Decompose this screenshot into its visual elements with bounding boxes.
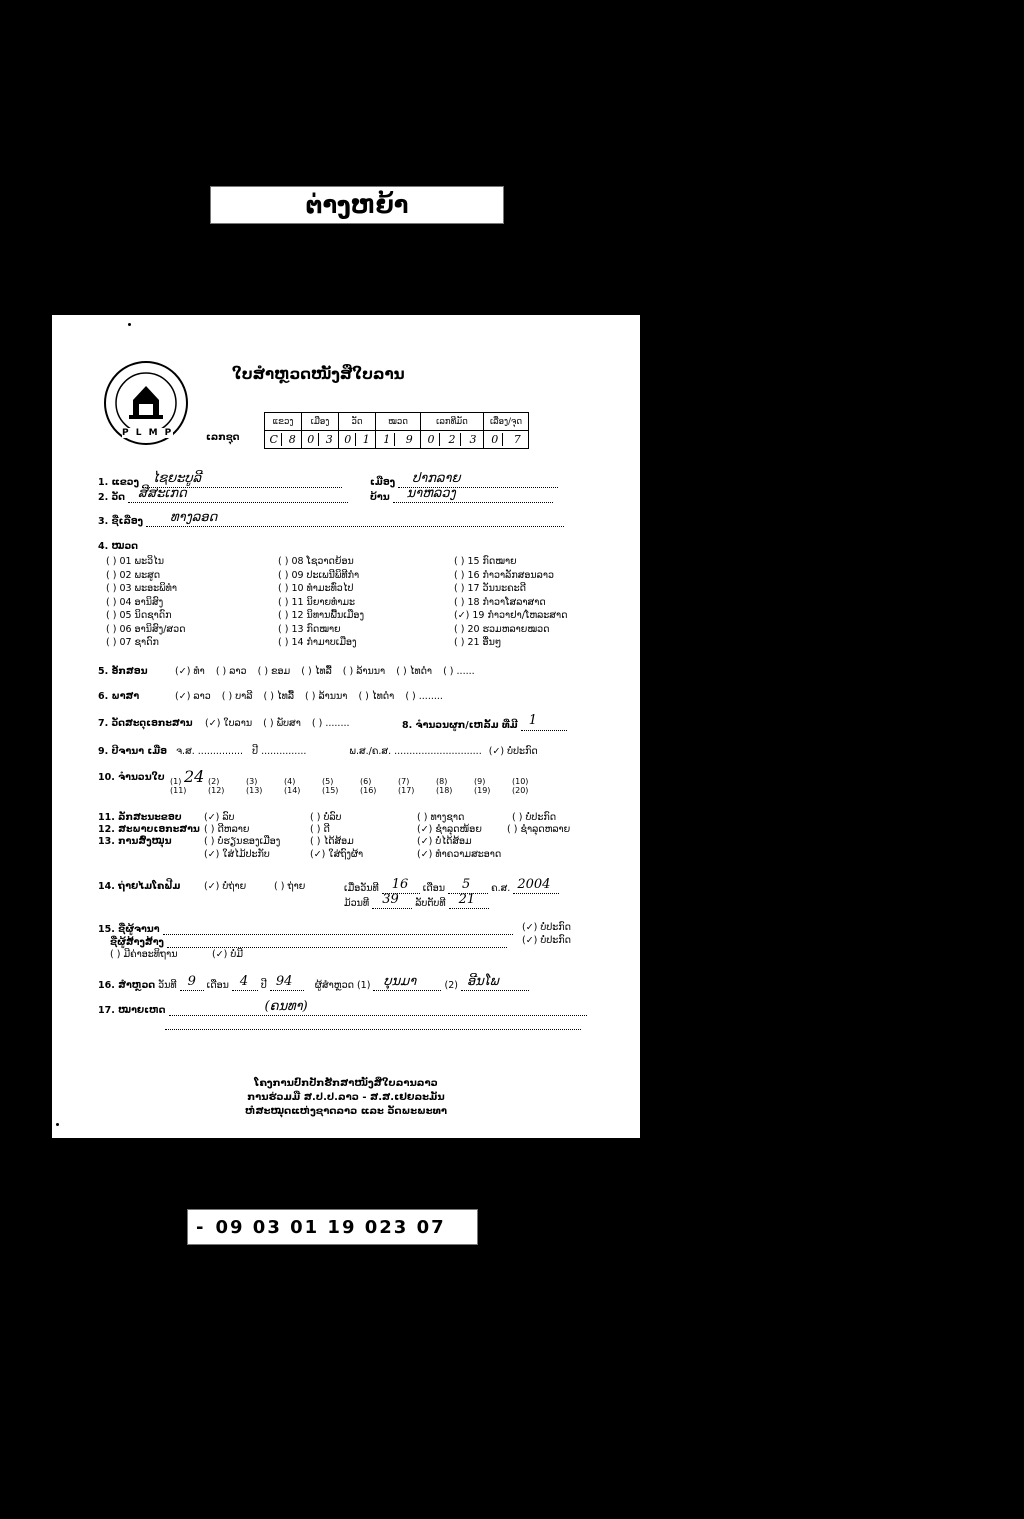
dedication-option[interactable]: ( ) ມີຄ່າອະທິຖານ: [110, 949, 178, 960]
preservation-option[interactable]: (✓) ໃສ່ໄມ້ປະກັບ: [204, 849, 270, 860]
leaf-index: (4): [284, 777, 296, 786]
q16-surveyor2-label: (2): [444, 980, 458, 991]
category-option[interactable]: ( ) 11 ນິຍາຍທຳມະ: [278, 596, 356, 608]
q2-village-row: [370, 486, 553, 503]
leaf-index: (13): [246, 786, 263, 795]
q16-surveyor1: ບຸນມາ: [383, 974, 417, 989]
category-option[interactable]: (✓) 19 ກຳວາຢາ/ໂຫລະສາດ: [454, 610, 568, 621]
condition-option[interactable]: ( ) ດີຫລາຍ: [204, 824, 250, 835]
category-column-1: [106, 555, 266, 650]
q16-year-label: ປີ: [260, 980, 267, 991]
edge-option[interactable]: ( ) ບໍ່ປະກົດ: [512, 812, 557, 823]
q14-year-label: ຄ.ສ.: [491, 883, 511, 894]
category-option[interactable]: ( ) 09 ປະເພນີພິທີກຳ: [278, 569, 360, 581]
code-header: ເມືອງ: [302, 413, 339, 431]
category-option[interactable]: ( ) 13 ກົດໝາຍ: [278, 623, 341, 635]
edge-option[interactable]: ( ) ທາງຊາດ: [417, 812, 465, 823]
code-digit: 0: [340, 433, 356, 446]
q15-row: [98, 922, 513, 935]
language-option[interactable]: ( ) ລ້ານນາ: [305, 691, 348, 702]
q7-row: [98, 718, 350, 729]
bottom-label-strip: [187, 1209, 478, 1245]
category-option[interactable]: ( ) 14 ກຳມາບເມືອງ: [278, 637, 357, 648]
code-digit: 0: [424, 433, 440, 446]
q9-unknown[interactable]: (✓) ບໍ່ປະກົດ: [488, 746, 538, 757]
q1-city-label: ເມືອງ: [370, 477, 396, 488]
preservation-option[interactable]: (✓) ທຳຄວາມສະອາດ: [417, 849, 502, 860]
q15b-row: [110, 935, 507, 948]
category-option[interactable]: ( ) 07 ຊາດົກ: [106, 637, 159, 648]
q13-label: 13. ການສົ່ງໝຸນ: [98, 836, 172, 847]
form-title: ໃບສຳຫຼວດໜັງສືໃບລານ: [232, 365, 405, 383]
q14-roll-label: ມ້ວນທີ: [344, 898, 370, 909]
code-digit: 1: [362, 433, 370, 446]
q6-row: [98, 691, 443, 702]
leaf-index: (6): [360, 777, 372, 786]
q14-date-row: [344, 877, 559, 894]
q3-value: ທາງລອດ: [170, 510, 218, 525]
leaf-index: (18): [436, 786, 453, 795]
material-option[interactable]: ( ) ພັບສາ: [263, 718, 301, 729]
q16-year: 94: [275, 974, 293, 989]
condition-option[interactable]: ( ) ຊຳລຸດຫລາຍ: [507, 824, 571, 835]
code-digit: 8: [288, 433, 296, 446]
leaf-index: (5): [322, 777, 334, 786]
q16-day-label: ວັນທີ: [158, 980, 177, 991]
script-option[interactable]: ( ) ໄທດຳ: [396, 666, 433, 677]
footer-line: ໂຄງການປົກປັກຮັກສາໜັງສືໃບລານລາວ: [254, 1078, 438, 1089]
category-option[interactable]: ( ) 20 ຮວມຫລາຍໝວດ: [454, 623, 550, 635]
leaf-index: (15): [322, 786, 339, 795]
code-digit: C: [266, 433, 282, 446]
q14-month-label: ເດືອນ: [422, 883, 445, 894]
language-option[interactable]: (✓) ລາວ: [175, 691, 211, 702]
code-header: ເລື່ອງ/ຈຸດ: [484, 413, 529, 431]
leaf-index: (14): [284, 786, 301, 795]
q5-label: 5. ອັກສອນ: [98, 666, 148, 677]
script-option[interactable]: ( ) ໄທລື້: [301, 666, 332, 677]
q17-value: (ຄນທາ): [264, 999, 308, 1014]
strip-dash: -: [196, 1216, 206, 1238]
category-option[interactable]: ( ) 17 ວັນນະຄະດີ: [454, 583, 526, 594]
q4-label: 4. ໝວດ: [98, 541, 138, 552]
q16-day: 9: [187, 974, 196, 989]
category-column-2: [278, 555, 448, 650]
q16-month: 4: [239, 974, 249, 989]
code-label: ເລກຊຸດ: [206, 432, 240, 443]
leaf-count-value: 24: [184, 767, 205, 786]
preservation-option[interactable]: (✓) ໃສ່ຖົງຜ້າ: [310, 849, 364, 860]
code-digit: 7: [513, 433, 521, 446]
q9-year: ປີ ...............: [252, 746, 307, 757]
script-option[interactable]: ( ) ລາວ: [215, 666, 247, 677]
q2-value: ສີສະເກດ: [138, 486, 187, 501]
q1-row: [98, 471, 342, 488]
preservation-option[interactable]: ( ) ບໍ່ຮຽນຂອງເມືອງ: [204, 836, 281, 847]
q16-row: [98, 974, 529, 991]
language-option[interactable]: ( ) ໄທລື້: [263, 691, 294, 702]
q10-label: 10. ຈຳນວນໃບ: [98, 772, 165, 783]
q16-surveyor-label: ຜູ້ສຳຫຼວດ (1): [314, 980, 371, 991]
code-header: ເລກທີມັດ: [421, 413, 484, 431]
seal-letters: P L M P: [122, 428, 174, 438]
q2-label: 2. ວັດ: [98, 492, 126, 503]
code-table: [264, 412, 529, 449]
material-option[interactable]: ( ) ........: [311, 718, 350, 729]
category-option[interactable]: ( ) 08 ໂຊວາດຍ້ອນ: [278, 556, 354, 567]
condition-option[interactable]: (✓) ຊຳລຸດໜ້ອຍ: [417, 824, 482, 835]
code-digit: 2: [445, 433, 461, 446]
code-digit: 9: [405, 433, 413, 446]
edge-option[interactable]: (✓) ລົບ: [204, 812, 235, 823]
microfilm-option[interactable]: ( ) ຖ່າຍ: [274, 881, 306, 892]
bottom-label-text: 09 03 01 19 023 07: [215, 1216, 446, 1238]
q1-city-value: ປາກລາຍ: [412, 471, 461, 486]
q14-date-label: ເມື່ອວັນທີ: [344, 883, 379, 894]
top-label-strip: [210, 186, 504, 224]
leaf-index: (8): [436, 777, 448, 786]
language-option[interactable]: ( ) ບາລີ: [221, 691, 253, 702]
q11-label: 11. ລັກສະນະຂອບ: [98, 812, 182, 823]
top-label-text: ຕ່າງຫຍ້າ: [305, 191, 409, 219]
q15b-label: ຊື່ຜູ້ສ້າງສ້າງ: [110, 937, 164, 948]
category-option[interactable]: ( ) 15 ກົດໝາຍ: [454, 556, 517, 567]
leaf-index: (2): [208, 777, 220, 786]
leaf-index: (9): [474, 777, 486, 786]
q6-label: 6. ພາສາ: [98, 691, 140, 702]
q16-surveyor2: ອີນໂພ: [467, 974, 499, 989]
q9-row: [98, 746, 538, 757]
script-option[interactable]: ( ) ລ້ານນາ: [342, 666, 386, 677]
category-option[interactable]: ( ) 12 ນິທານພື້ນເມືອງ: [278, 610, 365, 621]
q5-row: [98, 666, 475, 677]
leaf-index: (17): [398, 786, 415, 795]
code-header: ແຂວງ: [265, 413, 302, 431]
code-digit: 1: [379, 433, 395, 446]
category-column-3: [454, 555, 604, 650]
q17-label: 17. ໝາຍເຫດ: [98, 1005, 166, 1016]
q8-value: 1: [528, 713, 538, 728]
condition-option[interactable]: ( ) ດີ: [310, 824, 330, 835]
leaf-index: (3): [246, 777, 258, 786]
leaf-index: (7): [398, 777, 410, 786]
q1-value: ໄຊຍະບູລີ: [152, 471, 202, 486]
q3-label: 3. ຊື່ເລື່ອງ: [98, 516, 144, 527]
leaf-index: (12): [208, 786, 225, 795]
form-footer: [52, 1077, 640, 1119]
category-option[interactable]: ( ) 03 ພະອະພິທຳ: [106, 583, 177, 594]
code-header: ວັດ: [339, 413, 376, 431]
category-option[interactable]: ( ) 04 ອານິສົງ: [106, 596, 164, 608]
q9-label: 9. ປີຈານາ ເມື່ອ: [98, 746, 168, 757]
category-option[interactable]: ( ) 18 ກຳວາໂສລາສາດ: [454, 596, 546, 608]
material-option[interactable]: (✓) ໃບລານ: [205, 718, 253, 729]
category-option[interactable]: ( ) 05 ນິດຊາດົກ: [106, 610, 172, 621]
category-option[interactable]: ( ) 06 ອານິສົງ/ສວດ: [106, 623, 186, 635]
q9-be: ພ.ສ./ຄ.ສ. .............................: [349, 746, 482, 757]
q7-label: 7. ວັດສະດຸເອກະສານ: [98, 718, 193, 729]
survey-form-sheet: [52, 315, 640, 1138]
category-option[interactable]: ( ) 10 ທຳມະທົ່ວໄປ: [278, 583, 354, 594]
preservation-option[interactable]: ( ) ໄດ້ສ້ອມ: [310, 836, 354, 847]
dedication-option[interactable]: (✓) ບໍ່ມີ: [212, 949, 243, 960]
code-digit: 3: [325, 433, 333, 446]
q14-year: 2004: [517, 877, 551, 892]
q14-roll: 39: [382, 892, 399, 907]
q15-label: 15. ຊື່ຜູ້ຈານາ: [98, 924, 160, 935]
code-digit: 0: [487, 433, 503, 446]
preservation-option[interactable]: (✓) ບໍ່ໄດ້ສ້ອມ: [417, 836, 472, 847]
q2-village-label: ບ້ານ: [370, 492, 390, 503]
category-option[interactable]: ( ) 21 ອື່ນໆ: [454, 637, 502, 648]
q14-frame-label: ລັບຕັບທີ: [415, 898, 446, 909]
script-option[interactable]: ( ) ......: [443, 666, 475, 677]
code-digit: 0: [303, 433, 319, 446]
q1-label: 1. ແຂວງ: [98, 477, 139, 488]
q14-roll-row: [344, 892, 489, 909]
code-header: ໝວດ: [376, 413, 421, 431]
language-option[interactable]: ( ) ໄທດຳ: [358, 691, 395, 702]
language-option[interactable]: ( ) ........: [405, 691, 443, 702]
script-option[interactable]: (✓) ທຳ: [175, 666, 205, 677]
q16-label: 16. ສຳຫຼວດ: [98, 980, 156, 991]
category-option[interactable]: ( ) 01 ພະວິໄນ: [106, 556, 165, 567]
q2-village-value: ນາຫລວງ: [406, 486, 456, 501]
q1-city-row: [370, 471, 558, 488]
q3-row: [98, 510, 564, 527]
q2-row: [98, 486, 348, 503]
footer-line: ຫໍສະໝຸດແຫ່ງຊາດລາວ ແລະ ວັດພະພະທາ: [245, 1106, 447, 1117]
q12-label: 12. ສະພາບເອກະສານ: [98, 824, 200, 835]
q17-extra-line: [165, 1017, 581, 1030]
leaf-index: (10): [512, 777, 529, 786]
q8-label: 8. ຈຳນວນຜູກ/ເຫລັ້ມ ທີ່ມີ: [402, 720, 518, 731]
q17-row: [98, 999, 587, 1016]
category-option[interactable]: ( ) 16 ກຳວາລັກສອນລາວ: [454, 569, 554, 581]
category-option[interactable]: ( ) 02 ພະສູດ: [106, 569, 161, 581]
q14-label: 14. ຖ່າຍໄມໂຄຟີມ: [98, 881, 181, 892]
footer-line: ການຮ່ວມມື ສ.ປ.ປ.ລາວ - ສ.ສ.ເຢຍລະມັນ: [247, 1092, 445, 1103]
microfilm-option[interactable]: (✓) ບໍ່ຖ່າຍ: [204, 881, 247, 892]
code-digit: 3: [469, 433, 477, 446]
q14-day: 16: [391, 877, 409, 892]
leaf-index: (19): [474, 786, 491, 795]
q16-month-label: ເດືອນ: [206, 980, 229, 991]
leaf-index: (1): [170, 777, 182, 786]
leaf-index: (16): [360, 786, 377, 795]
q10-grid: [170, 767, 550, 795]
q8-row: [402, 713, 567, 731]
edge-option[interactable]: ( ) ບໍ່ລົບ: [310, 812, 342, 823]
q15b-unknown[interactable]: (✓) ບໍ່ປະກົດ: [522, 935, 572, 946]
q15-unknown[interactable]: (✓) ບໍ່ປະກົດ: [522, 922, 572, 933]
leaf-index: (20): [512, 786, 529, 795]
script-option[interactable]: ( ) ຂອມ: [257, 666, 291, 677]
q14-month: 5: [462, 877, 471, 892]
q9-js: ຈ.ສ. ...............: [176, 746, 244, 757]
q14-frame: 21: [458, 892, 476, 907]
leaf-index: (11): [170, 786, 187, 795]
